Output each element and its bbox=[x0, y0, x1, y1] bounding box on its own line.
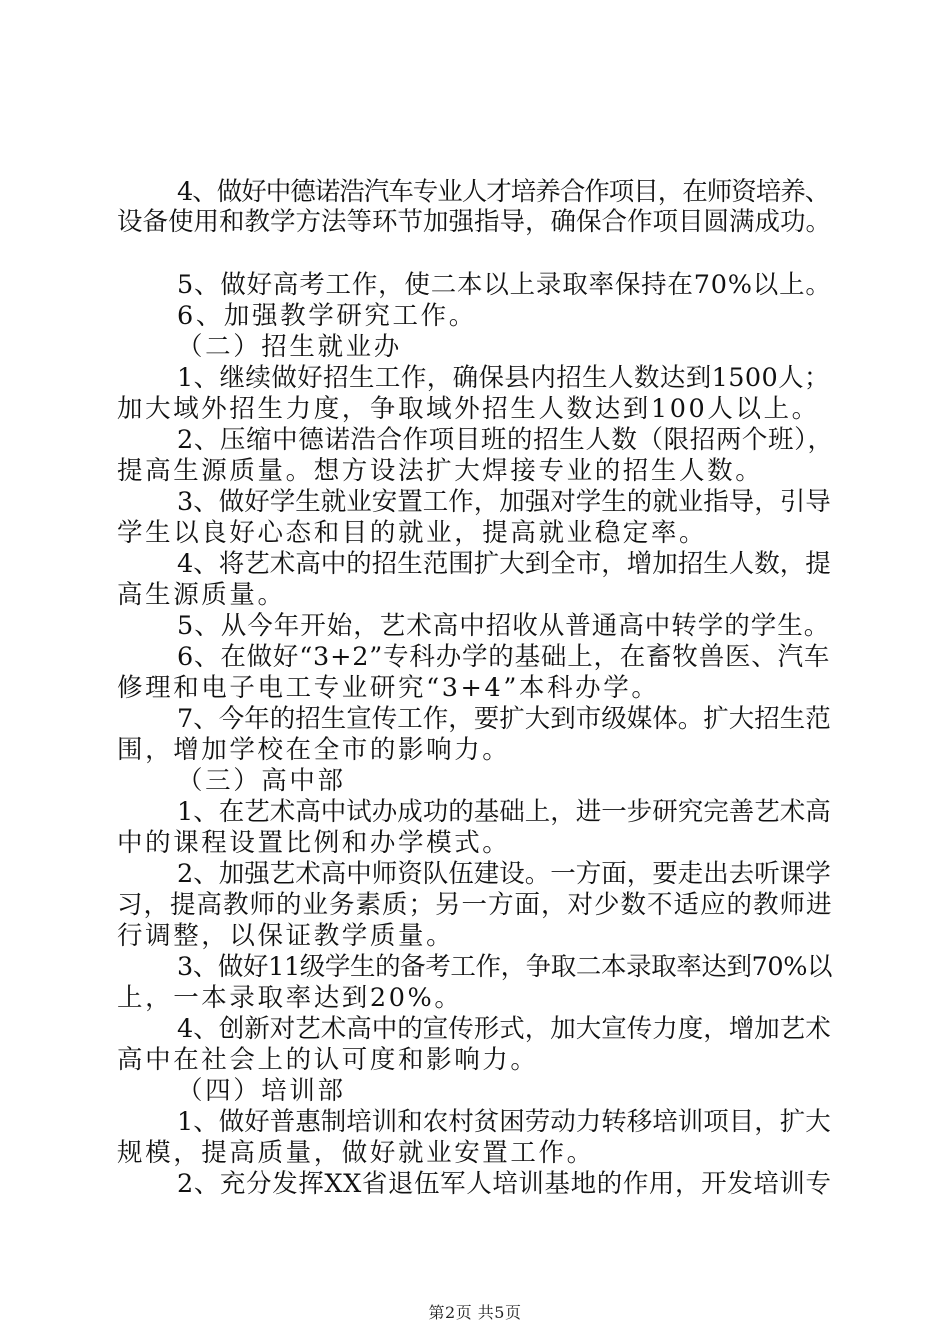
section-heading: （三）高中部 bbox=[177, 766, 346, 796]
section-heading: （二）招生就业办 bbox=[177, 332, 402, 362]
paragraph-line: 2、加强艺术高中师资队伍建设。一方面，要走出去听课学 bbox=[177, 859, 831, 889]
paragraph-line: 4、创新对艺术高中的宣传形式，加大宣传力度，增加艺术 bbox=[177, 1014, 831, 1044]
paragraph-line: 中的课程设置比例和办学模式。 bbox=[117, 828, 511, 858]
paragraph-line: 围，增加学校在全市的影响力。 bbox=[117, 735, 511, 765]
paragraph-line: 4、做好中德诺浩汽车专业人才培养合作项目，在师资培养、 bbox=[177, 177, 830, 207]
paragraph-line: 高中在社会上的认可度和影响力。 bbox=[117, 1045, 539, 1075]
paragraph-line: 7、今年的招生宣传工作，要扩大到市级媒体。扩大招生范 bbox=[177, 704, 831, 734]
paragraph-line: 学生以良好心态和目的就业，提高就业稳定率。 bbox=[117, 518, 708, 548]
paragraph-line: 1、继续做好招生工作，确保县内招生人数达到1500人； bbox=[177, 363, 830, 393]
paragraph-line: 2、压缩中德诺浩合作项目班的招生人数（限招两个班）， bbox=[177, 425, 834, 455]
paragraph-line: 6、在做好“3+2”专科办学的基础上，在畜牧兽医、汽车 bbox=[177, 642, 831, 672]
section-heading: （四）培训部 bbox=[177, 1076, 346, 1106]
paragraph-line: 6、加强教学研究工作。 bbox=[177, 301, 477, 331]
page-footer: 第2页 共5页 bbox=[428, 1303, 522, 1322]
paragraph-line: 5、做好高考工作，使二本以上录取率保持在70%以上。 bbox=[177, 270, 832, 300]
paragraph-line: 规模，提高质量，做好就业安置工作。 bbox=[117, 1138, 595, 1168]
paragraph-line: 高生源质量。 bbox=[117, 580, 286, 610]
paragraph-line: 2、充分发挥XX省退伍军人培训基地的作用，开发培训专 bbox=[177, 1169, 832, 1199]
paragraph-line: 上，一本录取率达到20%。 bbox=[117, 983, 463, 1013]
paragraph-line: 修理和电子电工专业研究“3+4”本科办学。 bbox=[117, 673, 660, 703]
paragraph-line: 3、做好11级学生的备考工作，争取二本录取率达到70%以 bbox=[177, 952, 833, 982]
paragraph-line: 行调整，以保证教学质量。 bbox=[117, 921, 455, 951]
paragraph-line: 提高生源质量。想方设法扩大焊接专业的招生人数。 bbox=[117, 456, 764, 486]
paragraph-line: 习，提高教师的业务素质；另一方面，对少数不适应的教师进 bbox=[117, 890, 833, 920]
paragraph-line: 1、做好普惠制培训和农村贫困劳动力转移培训项目，扩大 bbox=[177, 1107, 831, 1137]
paragraph-line: 设备使用和教学方法等环节加强指导，确保合作项目圆满成功。 bbox=[117, 207, 832, 237]
paragraph-line: 5、从今年开始，艺术高中招收从普通高中转学的学生。 bbox=[177, 611, 831, 641]
paragraph-line: 3、做好学生就业安置工作，加强对学生的就业指导，引导 bbox=[177, 487, 831, 517]
paragraph-line: 加大域外招生力度，争取域外招生人数达到100人以上。 bbox=[117, 394, 820, 424]
paragraph-line: 1、在艺术高中试办成功的基础上，进一步研究完善艺术高 bbox=[177, 797, 831, 827]
paragraph-line: 4、将艺术高中的招生范围扩大到全市，增加招生人数，提 bbox=[177, 549, 831, 579]
